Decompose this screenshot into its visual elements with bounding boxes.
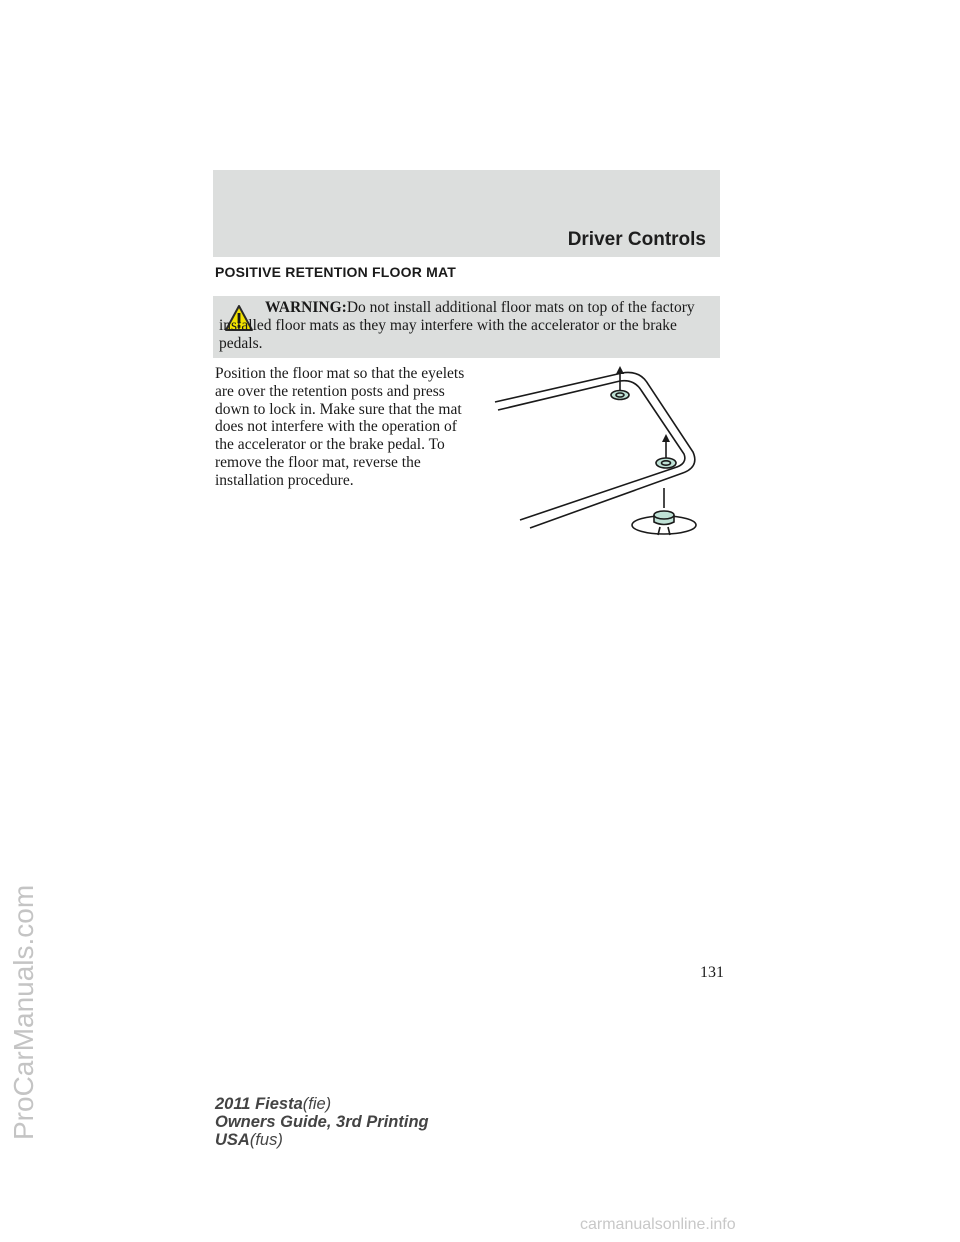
side-watermark: ProCarManuals.com: [8, 884, 39, 1140]
warning-label: WARNING:: [265, 299, 347, 316]
floor-mat-retention-diagram: [490, 360, 720, 545]
footer-guide: Owners Guide, 3rd Printing: [215, 1113, 429, 1131]
section-title: Driver Controls: [567, 229, 706, 250]
page-heading: POSITIVE RETENTION FLOOR MAT: [215, 264, 457, 280]
footer-market-code: (fus): [249, 1131, 283, 1149]
warning-text: [219, 299, 709, 353]
header-band: [213, 170, 720, 257]
bottom-watermark: carmanualsonline.info: [580, 1216, 736, 1233]
warning-message: Do not install additional floor mats on top of the factory installed floor mats as they may interfere with the accelerator or the brake pedals.: [219, 299, 695, 352]
footer-model: 2011 Fiesta: [215, 1095, 303, 1113]
warning-box: [213, 296, 720, 358]
footer: [215, 1095, 429, 1149]
footer-market: USA: [215, 1131, 250, 1149]
page-number: 131: [700, 964, 724, 981]
body-paragraph: Position the floor mat so that the eyelets are over the retention posts and press down to lock in. Make sure that the mat does not interfere with the operation of the accelerator or the brake pedal. To remove the floor mat, reverse the installation procedure.: [215, 365, 465, 489]
footer-model-code: (fie): [302, 1095, 332, 1113]
